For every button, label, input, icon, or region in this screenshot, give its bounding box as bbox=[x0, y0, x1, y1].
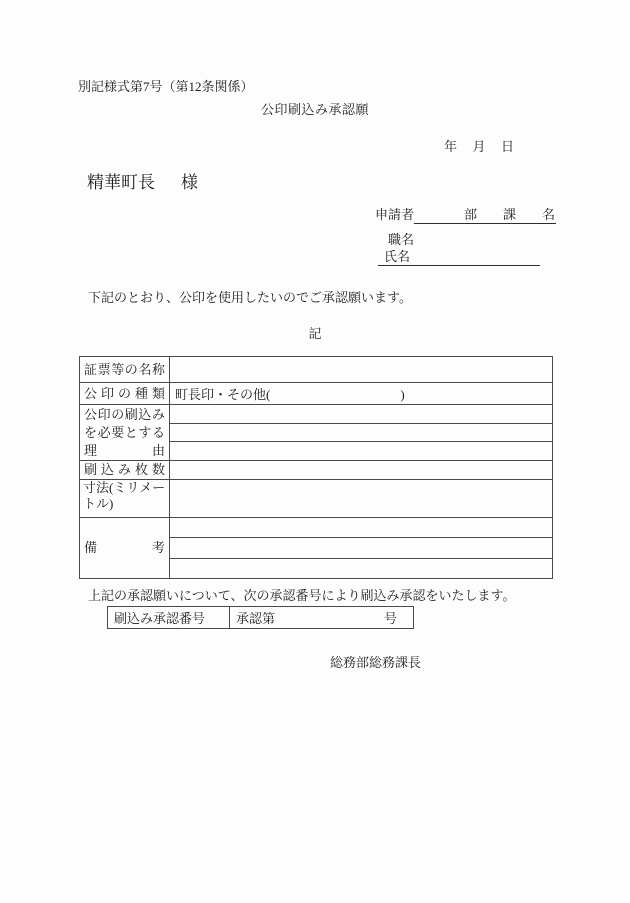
row-size bbox=[80, 479, 552, 517]
size-label: 寸法(ミリメートル) bbox=[83, 480, 166, 511]
signature-title: 総務部総務課長 bbox=[330, 655, 422, 670]
name-line bbox=[378, 248, 540, 266]
row-remarks bbox=[80, 517, 552, 578]
approval-number-label-cell bbox=[108, 607, 230, 628]
reason-label-cell bbox=[80, 405, 170, 460]
certificate-name-label: 証 票 等 の 名 称 bbox=[84, 361, 165, 377]
remarks-label-cell bbox=[80, 518, 170, 578]
approval-number-table bbox=[107, 606, 414, 629]
copies-label: 刷 込 み 枚 数 bbox=[84, 462, 165, 477]
reason-value-line2 bbox=[170, 423, 552, 442]
size-label-cell bbox=[80, 480, 170, 517]
row-certificate-name bbox=[80, 357, 552, 382]
row-reason bbox=[80, 404, 552, 460]
reason-label-line1: 公 印 の 刷 込 み bbox=[84, 406, 165, 422]
seal-type-value: 町長印・その他( ) bbox=[175, 387, 405, 402]
section-heading: 記 bbox=[308, 326, 322, 341]
certificate-name-label-cell bbox=[80, 357, 170, 382]
row-copies bbox=[80, 460, 552, 479]
remarks-value-line3 bbox=[170, 558, 552, 578]
reason-value-cells bbox=[170, 405, 552, 460]
certificate-name-value-cell bbox=[170, 357, 552, 382]
approval-number-suffix: 号 bbox=[383, 611, 397, 626]
copies-label-cell bbox=[80, 461, 170, 479]
date-line: 年 月 日 bbox=[444, 139, 514, 154]
approval-number-value-cell bbox=[230, 607, 413, 628]
approval-number-prefix: 承認第 bbox=[236, 611, 276, 626]
remarks-label: 備 考 bbox=[84, 540, 165, 555]
seal-type-value-cell bbox=[170, 383, 552, 404]
approval-number-label: 刷込み承認番号 bbox=[114, 611, 206, 626]
request-text: 下記のとおり、公印を使用したいのでご承認願います。 bbox=[88, 290, 412, 305]
reason-label-line2: を 必 要 と す る bbox=[84, 424, 165, 440]
position-label: 職名 bbox=[388, 232, 415, 247]
applicant-line bbox=[375, 206, 556, 224]
copies-value-cell bbox=[170, 461, 552, 479]
reason-value-line1 bbox=[170, 405, 552, 423]
seal-type-label: 公 印 の 種 類 bbox=[84, 385, 165, 401]
reason-label-line3: 理 由 bbox=[84, 442, 165, 458]
applicant-label: 申請者 bbox=[375, 207, 415, 222]
row-seal-type bbox=[80, 382, 552, 404]
main-table bbox=[79, 356, 553, 579]
applicant-dept-blank: 部 課 名 bbox=[414, 206, 556, 224]
remarks-value-line1 bbox=[170, 518, 552, 537]
remarks-value-cells bbox=[170, 518, 552, 578]
seal-type-label-cell bbox=[80, 383, 170, 404]
remarks-value-line2 bbox=[170, 537, 552, 557]
reason-value-line3 bbox=[170, 441, 552, 460]
approval-text: 上記の承認願いについて、次の承認番号により刷込み承認をいたします。 bbox=[88, 588, 516, 603]
page-title: 公印刷込み承認願 bbox=[260, 102, 369, 117]
name-blank: 氏名 bbox=[378, 248, 540, 266]
form-reference: 別記様式第7号（第12条関係） bbox=[78, 79, 254, 94]
addressee-honorific: 様 bbox=[181, 173, 198, 192]
addressee-name: 精華町長 bbox=[87, 173, 155, 192]
size-value-cell bbox=[170, 480, 552, 517]
